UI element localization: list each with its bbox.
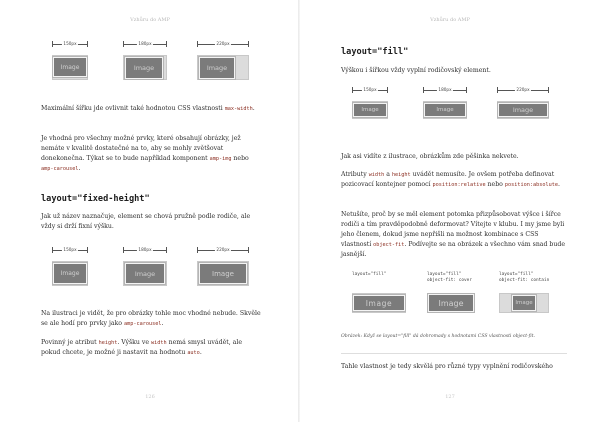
divider: [341, 353, 567, 354]
image-placeholder: Image: [428, 294, 474, 312]
image-placeholder: Image: [53, 57, 87, 77]
dimension-180: 180px: [123, 246, 167, 254]
paragraph: Na ilustraci je vidět, že pro obrázky tohle moc vhodné nebude. Skvěle se ale hodí pro prvky jako amp-carousel.: [41, 310, 261, 327]
image-placeholder: Image: [424, 103, 466, 117]
paragraph: Jak už název naznačuje, element se chová pružně podle rodiče, ale vždy si drží fixní výšku.: [41, 213, 251, 230]
figure-label: layout="fill" object-fit: cover: [427, 272, 472, 283]
dimension-150: 150px: [52, 40, 88, 48]
dimension-150: 150px: [52, 246, 88, 254]
paragraph: Maximální šířku jde ovlivnit také hodnotou CSS vlastnosti max-width.: [41, 105, 255, 112]
running-head: Vzhůru do AMP: [130, 17, 170, 23]
section-heading: layout="fill": [341, 47, 409, 57]
paragraph: Výškou i šířkou vždy vyplní rodičovský element.: [341, 67, 491, 74]
image-placeholder: Image: [199, 263, 247, 284]
figure-caption: Obrázek: Když se layout="fill" dá dohromady s hodnotami CSS vlastnosti object-fit.: [341, 334, 536, 339]
figure-label: layout="fill": [352, 272, 387, 277]
dimension-150: 150px: [352, 86, 388, 94]
paragraph: Atributy width a height uvádět nemusíte. Je ovšem potřeba definovat pozicovací kontejner pomocí position:relative nebo position:absolute.: [341, 171, 560, 188]
section-heading: layout="fixed-height": [41, 194, 150, 204]
page-number: 127: [445, 394, 455, 400]
image-placeholder: Image: [353, 295, 405, 311]
dimension-180: 180px: [123, 40, 167, 48]
image-placeholder: Image: [125, 57, 163, 79]
paragraph: Netušíte, proč by se měl element potomka přizpůsobovat výšce i šířce rodiči a tím pravděpodobně deformovat? Vítejte v klubu. I my jsme byli jeho členem, dokud jsme nepřišli na možnost kombinace s CSS vlastností object-fit. Podívejte se na obrázek a všechno vám snad bude jasnější.: [341, 211, 565, 258]
right-page: [300, 0, 600, 422]
dimension-220: 220px: [197, 246, 249, 254]
paragraph: Je vhodná pro všechny možné prvky, které obsahují obrázky, jež nemáte v kvalitě dostatečné na to, aby se mohly zvětšovat donekonečna. Týkat se to bude například komponent amp-img nebo amp-carousel.: [41, 135, 249, 172]
image-placeholder: Image: [498, 103, 548, 117]
image-placeholder: Image: [53, 263, 87, 284]
running-head: Vzhůru do AMP: [430, 17, 470, 23]
dimension-220: 220px: [197, 40, 249, 48]
image-placeholder: Image: [353, 103, 387, 117]
paragraph: Jak asi vidíte z ilustrace, obrázkům zde pěšinka nekvete.: [341, 153, 519, 160]
dimension-220: 220px: [497, 86, 549, 94]
paragraph: Tahle vlastnost je tedy skvělá pro různé typy vyplnění rodičovského: [341, 363, 553, 370]
image-placeholder: Image: [199, 57, 235, 79]
image-placeholder: Image: [125, 263, 165, 284]
figure-label: layout="fill" object-fit: contain: [499, 272, 550, 283]
paragraph: Povinný je atribut height. Výšku ve width nemá smysl uvádět, ale pokud chcete, je možné ji nastavit na hodnotu auto.: [41, 339, 242, 356]
page-number: 126: [145, 394, 155, 400]
image-placeholder: Image: [512, 295, 536, 311]
dimension-180: 180px: [423, 86, 467, 94]
